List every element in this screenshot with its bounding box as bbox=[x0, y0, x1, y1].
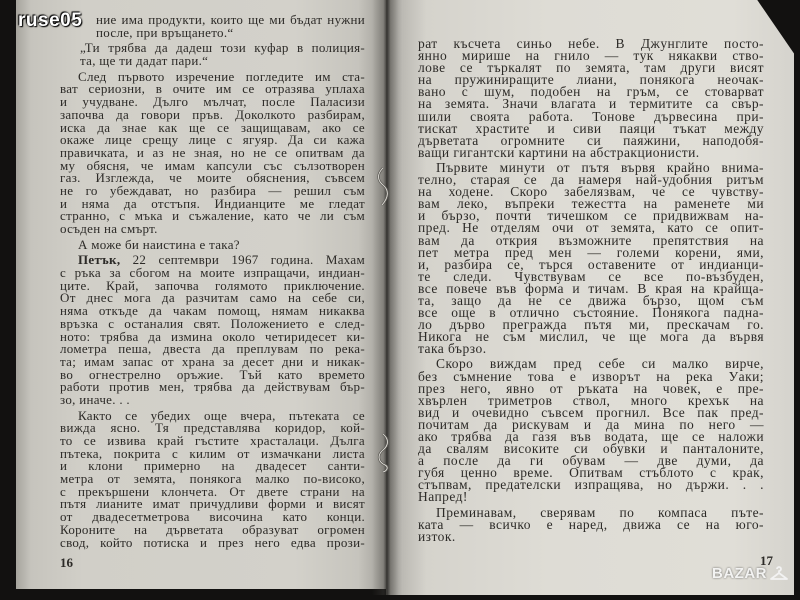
text-line: Короните на дърветата образуват огромен bbox=[60, 521, 365, 537]
book-gutter bbox=[372, 0, 402, 595]
text-line: ако трябва да газя във водата, ще се наложи bbox=[418, 429, 764, 444]
left-page-text bbox=[60, 14, 365, 549]
text-line: вам да открия възможните препятствия на bbox=[418, 232, 764, 248]
text-line: А може би наистина е така? bbox=[78, 236, 240, 252]
text-line: изток. bbox=[418, 528, 456, 544]
text-line: без съмнение това е изворът на река Уаки; bbox=[418, 368, 764, 384]
text-line: на ходене. Скоро забелязвам, че се чувству- bbox=[418, 184, 764, 200]
paragraph bbox=[418, 504, 764, 544]
text-line: Първите минути от пътя вървя крайно внима- bbox=[436, 159, 764, 175]
text-line: правичката, и аз не зная, но не се опитвам да bbox=[60, 144, 365, 160]
text-line: телно, старая се да намеря най-удобния ритъм bbox=[418, 172, 764, 188]
text-line: странно, с мъка и съжаление, като че ли съм bbox=[60, 208, 365, 224]
text-line: и, разбира се, търся оставените от индианци- bbox=[418, 256, 764, 272]
text-line: ците. Край, започва голямото приключение. bbox=[60, 277, 365, 293]
paragraph bbox=[418, 38, 764, 159]
text-line: зо, иначе. . . bbox=[60, 391, 130, 407]
text-line: След първото изречение погледите им ста- bbox=[78, 68, 365, 84]
paragraph bbox=[418, 358, 764, 503]
seller-watermark: ruse05 bbox=[18, 10, 83, 31]
text-line: вам леко, въпреки тежестта на раменете ми bbox=[418, 196, 764, 212]
text-line: хвърлен триметров ствол, много крехък на bbox=[418, 392, 764, 408]
text-line: лометра пеша, двеста да преплувам по река- bbox=[60, 341, 365, 357]
text-line: шили своята работа. Тонове дървесина при- bbox=[418, 108, 764, 124]
text-line: та; имам запас от храна за десет дни и никак- bbox=[60, 353, 365, 369]
hanger-icon bbox=[769, 565, 789, 581]
paragraph bbox=[96, 14, 365, 39]
text-line: та, ще ти дадат пари.“ bbox=[80, 53, 209, 69]
text-line: пред. Не отделям очи от земята, като се опит- bbox=[418, 220, 764, 236]
text-line: на земята. Значи влагата и термитите са свър- bbox=[418, 96, 764, 112]
text-line: от двадесетметрова височина като конци. bbox=[60, 509, 365, 525]
page-number-left: 16 bbox=[60, 555, 73, 570]
staple-top bbox=[371, 166, 395, 208]
text-line: пет метра пред мен — големи корени, ями, bbox=[418, 244, 764, 260]
right-page-text bbox=[418, 38, 764, 543]
text-line: на пружиниращите лиани, понякога неочак- bbox=[418, 72, 764, 88]
text-line: не го убеждават, но разбира — решил съм bbox=[60, 182, 365, 198]
paragraph bbox=[60, 407, 365, 550]
text-line: работи против мен, трябва да действувам бър- bbox=[60, 379, 365, 395]
text-line: рат късчета синьо небе. В Джунглите посто- bbox=[418, 36, 764, 51]
paragraph bbox=[60, 254, 365, 406]
text-line: губя ценно време. Опитвам стъблото с крак, bbox=[418, 465, 764, 481]
text-line: пътя лианите имат причудливи форми и висят bbox=[60, 496, 365, 512]
text-line: а после да ги обувам — две думи, да bbox=[418, 453, 764, 469]
text-line: и клони примерно на двадесет санти- bbox=[60, 458, 365, 474]
text-line: лове се търкалят по земята, там други висят bbox=[418, 60, 764, 76]
text-line: Както се убедих още вчера, пътеката се bbox=[78, 407, 365, 423]
text-line: вано с шум, подобен на гръм, се стоварват bbox=[418, 84, 764, 100]
text-line: все още в отлично състояние. Понякога падна- bbox=[418, 305, 764, 321]
text-line: янно мирише на гнило — тук някакви ство- bbox=[418, 48, 764, 64]
text-line: му обясня, че имам капсули със сълзотворен bbox=[60, 157, 365, 173]
text-line-rest: 22 септември 1967 година. Махам bbox=[120, 252, 365, 268]
text-line: Напред! bbox=[418, 489, 468, 505]
text-line: та, защо да не се движа бързо, щом съм bbox=[418, 292, 764, 308]
text-line: осъден на смърт. bbox=[60, 221, 158, 236]
text-line: те следи. Чувствувам се все по-възбуден, bbox=[418, 268, 764, 284]
text-line: почитам да рискувам и да мина по него — bbox=[418, 416, 764, 432]
text-line: метра от земята, понякога малко по-високо, bbox=[60, 471, 365, 487]
text-line: така бързо. bbox=[418, 341, 487, 357]
text-line: пътека, покрита с килим от измачкани листа bbox=[60, 445, 365, 461]
text-line: ние има продукти, които ще ми бъдат нужни bbox=[96, 12, 365, 27]
text-line: с прекършени клончета. От двете страни на bbox=[60, 483, 365, 499]
text-line: и учудване. Дълго мълчат, после Паласизи bbox=[60, 94, 365, 110]
text-line: иска да знае как ще се защищавам, ако се bbox=[60, 119, 365, 135]
text-line: с ръка за сбогом на моите изпращачи, индиан- bbox=[60, 265, 365, 281]
site-logo bbox=[712, 562, 796, 584]
text-line: „Ти трябва да дадеш този куфар в полиция- bbox=[80, 40, 365, 56]
paragraph bbox=[60, 236, 365, 252]
paragraph bbox=[418, 159, 764, 357]
text-line: Скоро виждам пред себе си малко вирче, bbox=[436, 356, 764, 372]
text-line: все повече във форма и тичам. В края на крайща- bbox=[418, 280, 764, 296]
text-line: ното: трябва да измина около четиридесет ки- bbox=[60, 328, 365, 344]
text-line: газ. Изглежда, че моите обяснения, съвсем bbox=[60, 170, 365, 186]
text-line: и бързо, почти тичешком се придвижвам на- bbox=[418, 208, 764, 224]
staple-bottom bbox=[372, 432, 396, 474]
text-line: и няма да отстъпя. Индианците ме гледат bbox=[60, 195, 365, 211]
text-line: ло дърво прегражда пътя ми, прескачам го. bbox=[418, 317, 764, 333]
text-line: ката — всичко е наред, движа се на юго- bbox=[418, 516, 764, 532]
paragraph bbox=[80, 42, 365, 67]
text-line: стъпвам, предателски изпращява, но държи. . . bbox=[418, 477, 764, 493]
page-number-right: 17 bbox=[760, 553, 773, 568]
text-line: да свалям високите си обувки и панталоните, bbox=[418, 441, 764, 457]
text-line: От днес мога да разчитам само на себе си, bbox=[60, 290, 365, 306]
text-line: започва да говори пръв. Доколкото разбирам, bbox=[60, 106, 365, 122]
text-line: Преминавам, сверявам по компаса пъте- bbox=[436, 504, 764, 520]
text-line: после, при връщането.“ bbox=[96, 24, 234, 40]
text-line: свод, който потиска и през него едва прози- bbox=[60, 534, 365, 550]
text-line: то се извива край гъстите храсталаци. Дълга bbox=[60, 433, 365, 448]
text-line: тискат храстите и сиви паяци тъкат между bbox=[418, 120, 764, 136]
text-line: окаже лице срещу лице с ягуяр. Да си кажа bbox=[60, 132, 365, 148]
text-line: ват сериозни, в очите им се отразява уплаха bbox=[60, 81, 365, 97]
text-line: връзка с останалия свят. Положението е след- bbox=[60, 315, 365, 331]
text-line: ващи гигантски картини на абстракционисти. bbox=[418, 144, 700, 160]
date-heading: Петък, bbox=[78, 252, 121, 268]
text-line: вижда ясно. Тя представлява коридор, кой- bbox=[60, 420, 365, 436]
paragraph bbox=[60, 68, 365, 236]
text-line: през него, явно от ръката на човек, е пре- bbox=[418, 380, 764, 396]
text-line: вид и очевидно съвсем прогнил. Все пак пред- bbox=[418, 404, 764, 420]
site-logo-text: BAZAR bbox=[712, 564, 767, 582]
text-line: дърветата огромните си паяжини, наподобя- bbox=[418, 132, 764, 148]
text-line: Никога не съм мислил, че ще мога да вървя bbox=[418, 329, 764, 345]
text-line: няма откъде да чакам помощ, нямам никаква bbox=[60, 303, 365, 319]
text-line: во огнестрелно оръжие. Тъй като времето bbox=[60, 366, 365, 382]
